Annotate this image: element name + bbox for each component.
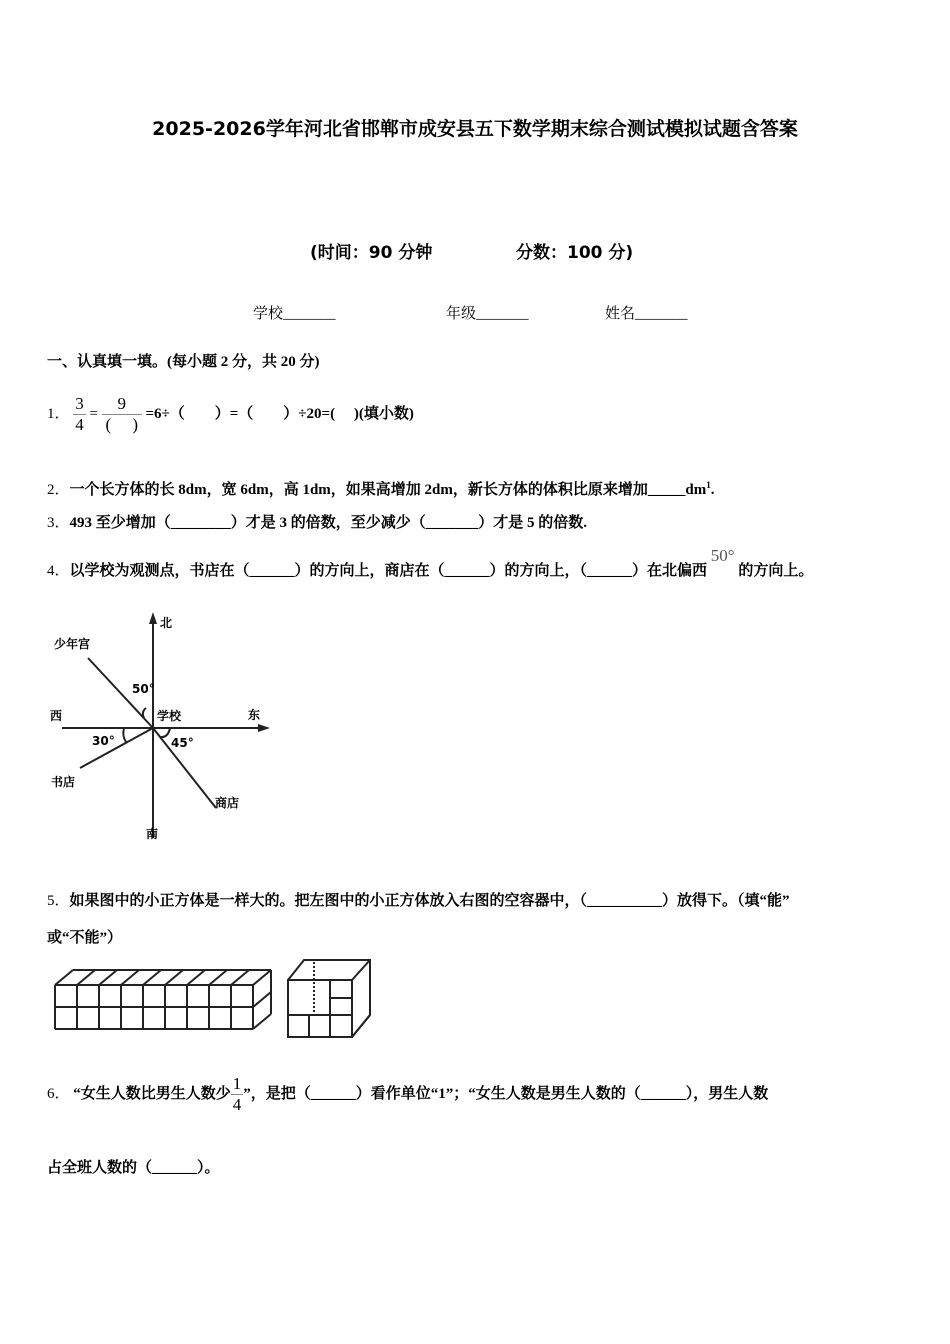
label-east: 东 <box>248 708 261 722</box>
superscript: 1 <box>706 480 711 490</box>
question-text-continued: ”，是把（______）看作单位“1”；“女生人数是男生人数的（______），男生人数 <box>243 1085 769 1102</box>
equals: = <box>89 405 98 422</box>
question-text: 如果图中的小正方体是一样大的。把左图中的小正方体放入右图的空容器中，（__________）放得下。（填“能” <box>69 893 790 909</box>
question-text: 493 至少增加（________）才是 3 的倍数，至少减少（_______）才是 5 的倍数. <box>69 515 588 531</box>
question-text: 一个长方体的长 8dm，宽 6dm，高 1dm，如果高增加 2dm，新长方体的体积比原来增加_____dm <box>69 482 707 498</box>
question-text: 以学校为观测点，书店在（______）的方向上，商店在（______）的方向上，（______）在北偏西 <box>69 563 708 579</box>
cube-edge <box>143 970 161 985</box>
question-text: =6÷（ ）=（ ）÷20=( )(填小数) <box>145 405 414 422</box>
cube-edge <box>55 970 73 985</box>
question-6-line2: 占全班人数的（______）。 <box>47 1160 220 1176</box>
east-arrow-icon <box>258 724 270 732</box>
cube-edge <box>77 970 95 985</box>
name-field: 姓名_______ <box>605 306 688 322</box>
question-text: “女生人数比男生人数少 <box>73 1085 231 1102</box>
denominator: 4 <box>232 1095 242 1114</box>
angle-arc-45 <box>160 728 170 737</box>
question-number: 5． <box>47 893 70 909</box>
label-school: 学校 <box>157 709 182 723</box>
exam-time: (时间：90 分钟 <box>310 243 433 263</box>
page-title: 2025-2026学年河北省邯郸市成安县五下数学期末综合测试模拟试题含答案 <box>152 118 798 140</box>
label-west: 西 <box>50 709 63 723</box>
label-angle-50: 50° <box>132 682 155 696</box>
grade-field: 年级_______ <box>446 306 529 322</box>
question-number: 3． <box>47 515 70 531</box>
fraction <box>231 1074 244 1115</box>
question-5-line2: 或“不能”） <box>47 930 123 946</box>
cube-block-figure <box>55 970 271 1029</box>
cube-edge <box>99 970 117 985</box>
angle-arc-50 <box>143 708 146 718</box>
numerator: 9 <box>102 394 142 415</box>
label-bookstore: 书店 <box>51 775 76 789</box>
section-heading: 一、认真填一填。(每小题 2 分，共 20 分) <box>47 354 320 370</box>
cube-edge <box>253 1014 271 1029</box>
question-5 <box>47 889 790 910</box>
punctuation: . <box>710 482 715 498</box>
cube-edge <box>165 970 183 985</box>
question-number: 2． <box>47 482 70 498</box>
cube-edge <box>187 970 205 985</box>
angle-arc-30 <box>123 728 126 742</box>
school-field: 学校_______ <box>253 306 336 322</box>
bookstore-ray <box>80 728 153 768</box>
numerator: 1 <box>232 1074 242 1093</box>
question-number: 4． <box>47 563 70 579</box>
denominator: 4 <box>75 415 84 434</box>
question-6 <box>47 1074 768 1115</box>
north-arrow-icon <box>149 612 157 624</box>
cube-edge <box>253 992 271 1007</box>
denominator: ( ) <box>105 415 139 434</box>
question-text-end: 的方向上。 <box>738 563 814 579</box>
container-figure <box>288 960 370 1037</box>
cube-edge <box>253 970 271 985</box>
angle-value: 50° <box>710 546 735 565</box>
question-number: 6． <box>47 1085 70 1102</box>
cube-edge <box>231 970 249 985</box>
label-shop: 商店 <box>215 796 240 810</box>
cube-edge <box>121 970 139 985</box>
label-angle-30: 30° <box>92 734 115 748</box>
numerator: 3 <box>75 394 84 413</box>
exam-score: 分数：100 分) <box>516 243 634 263</box>
question-number: 1． <box>47 405 70 422</box>
label-south: 南 <box>146 827 159 841</box>
label-north: 北 <box>160 616 173 630</box>
cube-edge <box>209 970 227 985</box>
label-angle-45: 45° <box>171 736 194 750</box>
label-palace: 少年宫 <box>54 637 91 651</box>
